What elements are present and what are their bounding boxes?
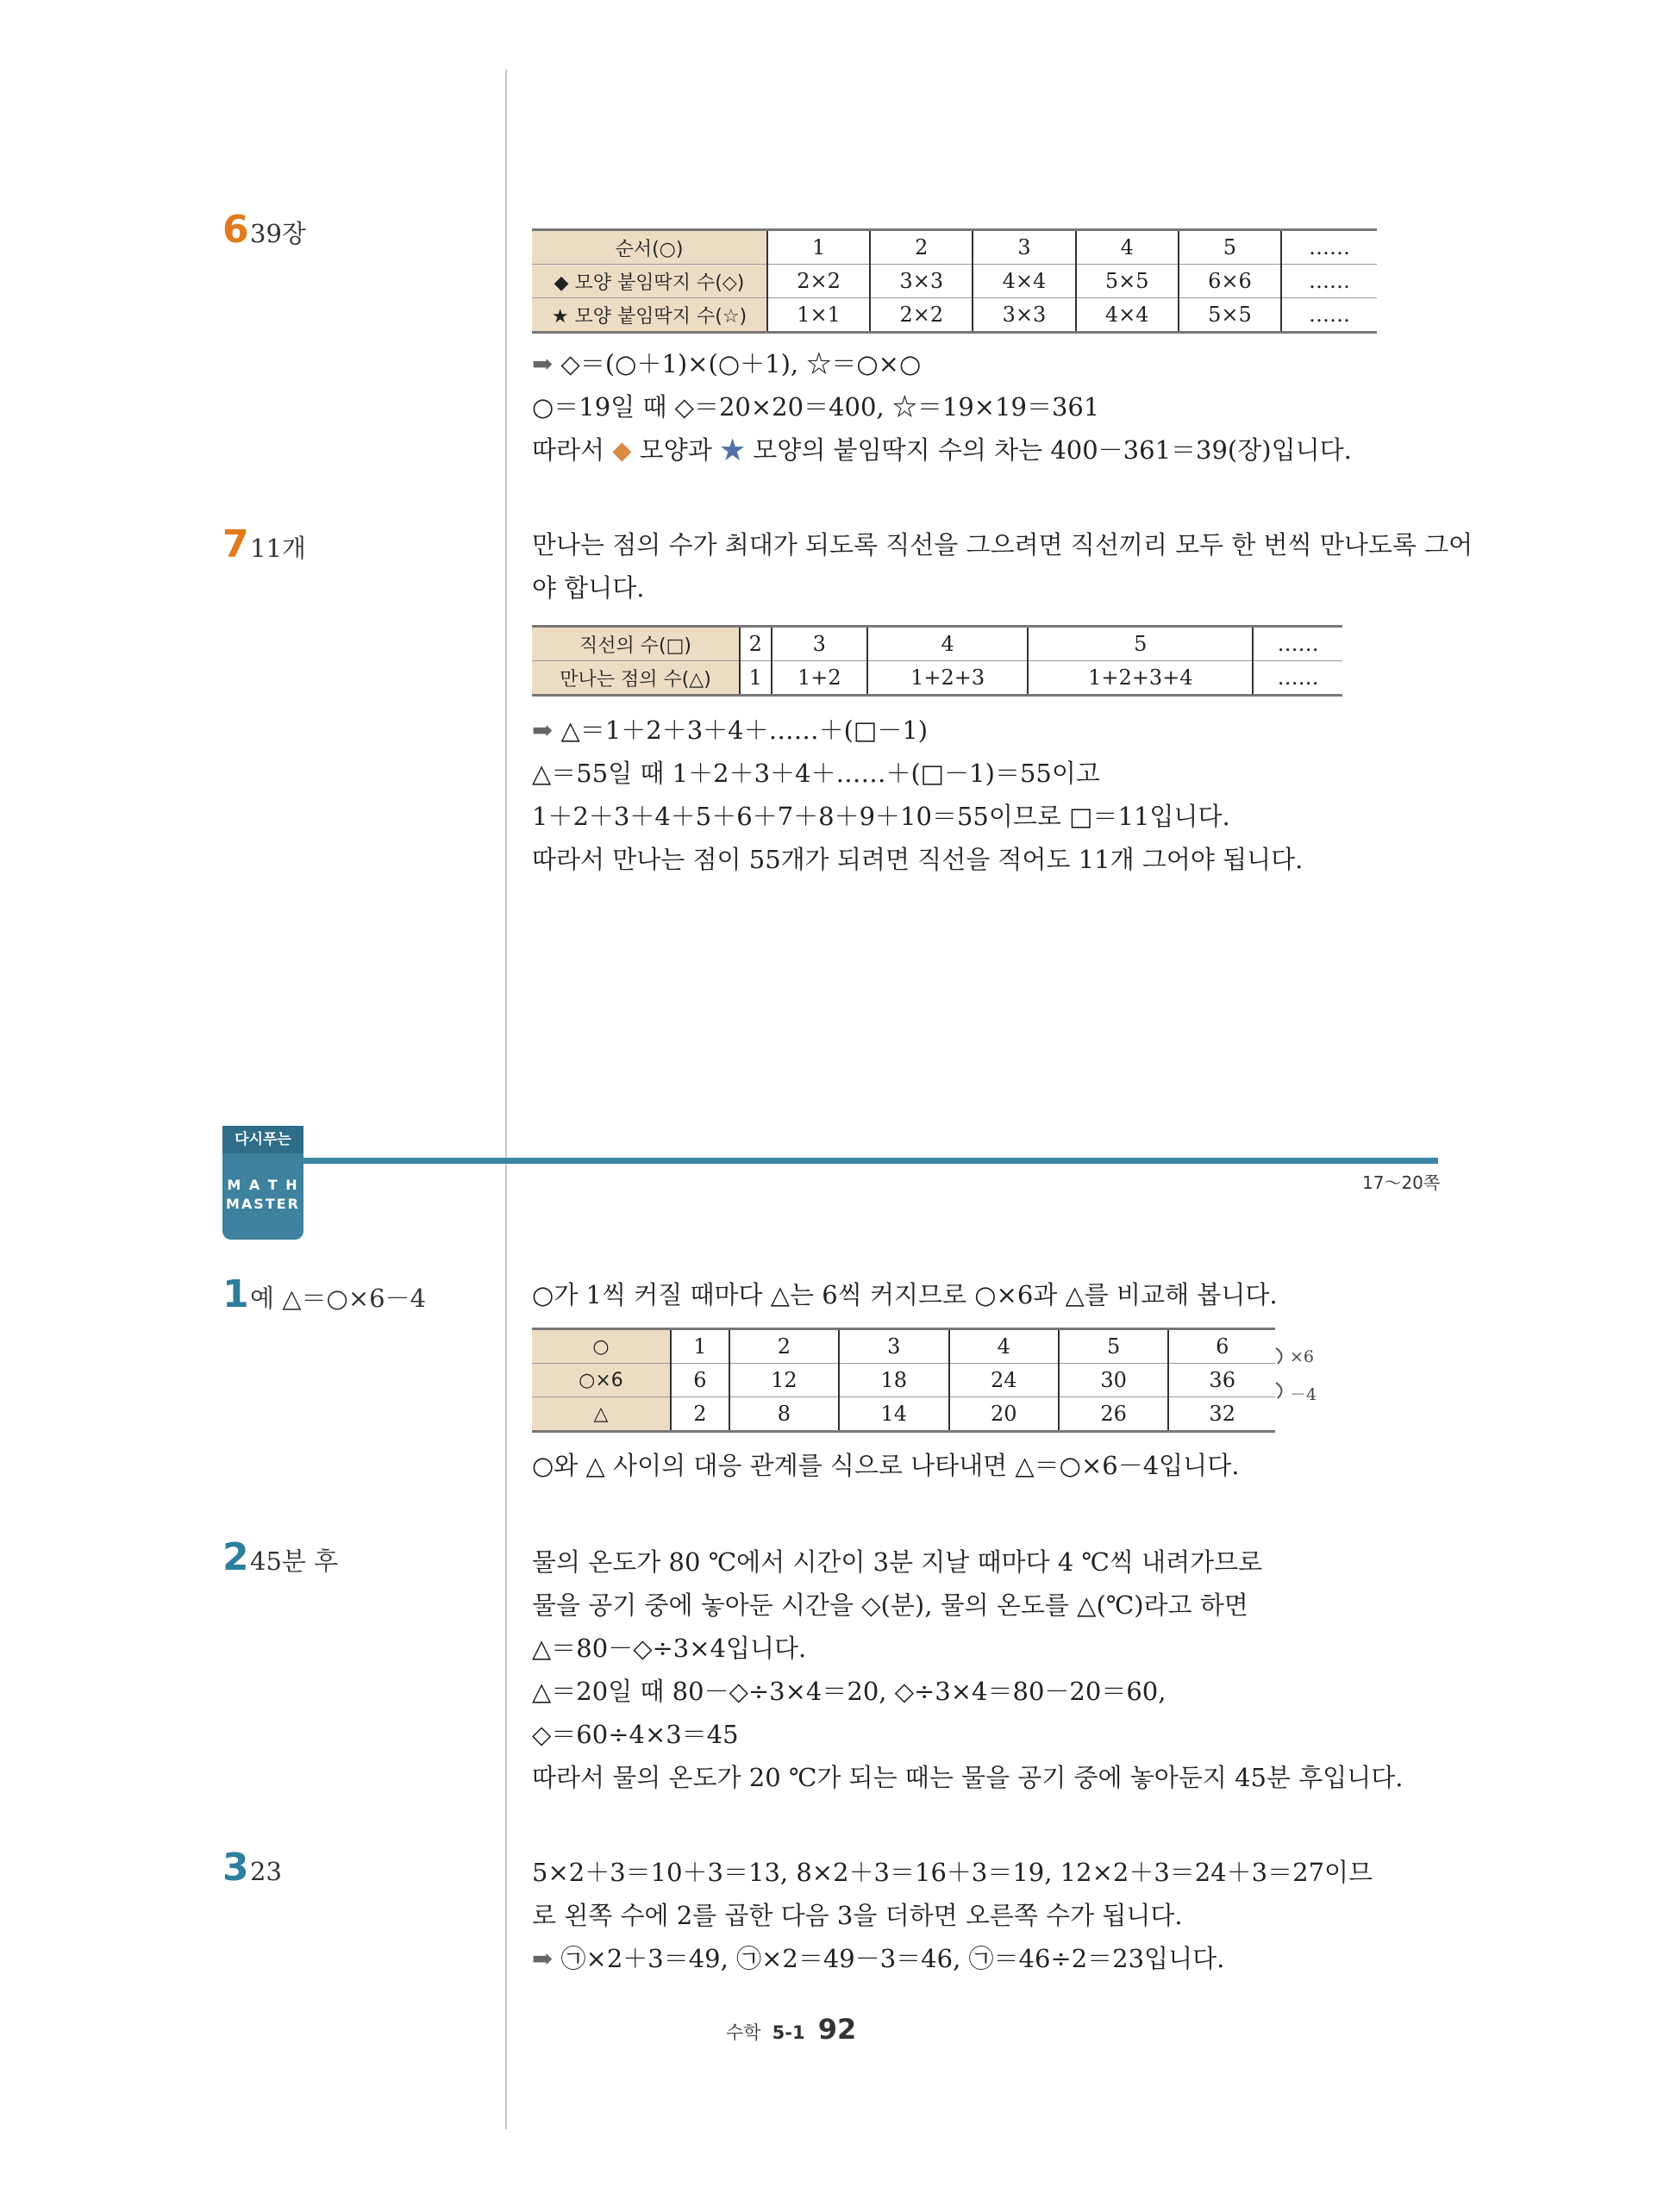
table-cell: 12 (729, 1364, 839, 1397)
answer-m3: 23 (250, 1857, 282, 1886)
multiply-note: ×6 (1290, 1347, 1315, 1366)
solution-line: 따라서 만나는 점이 55개가 되려면 직선을 적어도 11개 그어야 됩니다. (532, 845, 1304, 874)
table-cell: 14 (839, 1397, 948, 1432)
solution-line: 물의 온도가 80 ℃에서 시간이 3분 지날 때마다 4 ℃씩 내려가므로 (532, 1547, 1263, 1577)
table-cell: 26 (1059, 1397, 1168, 1432)
badge-text: M A T H MASTER (226, 1177, 300, 1212)
table-cell: 30 (1059, 1364, 1168, 1397)
solution-line: △＝55일 때 1＋2＋3＋4＋……＋(□－1)＝55이고 (532, 759, 1100, 788)
solution-line: ◇＝60÷4×3＝45 (532, 1720, 739, 1749)
table-cell: 4 (949, 1329, 1059, 1364)
table-header-cell: ○×6 (532, 1364, 671, 1397)
solution-line: 따라서 물의 온도가 20 ℃가 되는 때는 물을 공기 중에 놓아둔지 45분 후입니다. (532, 1763, 1404, 1792)
table-cell: 2 (740, 627, 772, 661)
solution-line: 5×2＋3＝10＋3＝13, 8×2＋3＝16＋3＝19, 12×2＋3＝24＋3＝27이므 (532, 1858, 1373, 1887)
table-cell: 1+2+3 (867, 661, 1028, 696)
table-cell: 3 (772, 627, 867, 661)
table-cell: 1 (671, 1329, 729, 1364)
footer-subject: 수학 (726, 2022, 761, 2043)
correspondence-table (532, 1328, 1275, 1433)
page-number: 92 (817, 2013, 857, 2046)
intro-line: 만나는 점의 수가 최대가 되도록 직선을 그으려면 직선끼리 모두 한 번씩 만나도록 그어 (532, 530, 1473, 559)
sticker-table (532, 228, 1377, 334)
table-cell: 5×5 (1179, 298, 1281, 333)
star-icon: ★ (720, 435, 746, 465)
solution-line: ➡ ㉠×2＋3＝49, ㉠×2＝49－3＝46, ㉠＝46÷2＝23입니다. (532, 1944, 1225, 1973)
lines-points-table (532, 625, 1342, 697)
solution-line: 따라서 ◆ 모양과 ★ 모양의 붙임딱지 수의 차는 400－361＝39(장)입니다. (532, 435, 1352, 465)
column-divider (505, 69, 507, 2129)
solution-line: ➡ ◇＝(○＋1)×(○＋1), ☆＝○×○ (532, 349, 922, 378)
table-cell: 5 (1179, 230, 1281, 265)
solution-line: 1＋2＋3＋4＋5＋6＋7＋8＋9＋10＝55이므로 □＝11입니다. (532, 802, 1230, 831)
table-header-cell: ○ (532, 1329, 671, 1364)
subtract-note: －4 (1290, 1385, 1317, 1404)
badge-title: 다시푸는 (222, 1126, 303, 1153)
table-cell: 8 (729, 1397, 839, 1432)
table-cell: 4×4 (973, 265, 1075, 298)
table-cell: 3×3 (973, 298, 1075, 333)
table-cell: 3×3 (870, 265, 973, 298)
table-header-cell: 만나는 점의 수(△) (532, 661, 740, 696)
table-cell: 5×5 (1076, 265, 1179, 298)
table-cell: 24 (949, 1364, 1059, 1397)
arrow-icon: ➡ (532, 349, 554, 378)
answer-m2: 45분 후 (250, 1547, 339, 1576)
table-cell: 4 (1076, 230, 1179, 265)
page-footer (726, 2013, 856, 2046)
question-number-7: 7 (222, 522, 249, 566)
table-header-cell: ★ 모양 붙임딱지 수(☆) (532, 298, 767, 333)
table-cell: …… (1309, 303, 1350, 327)
table-header-cell: 순서(○) (532, 230, 767, 265)
table-cell: 1 (767, 230, 870, 265)
section-bar (222, 1158, 1438, 1164)
table-cell: 20 (949, 1397, 1059, 1432)
table-cell: 6 (1216, 1334, 1229, 1359)
table-cell: …… (1277, 665, 1319, 690)
table-cell: 2×2 (870, 298, 973, 333)
intro-line: ○가 1씩 커질 때마다 △는 6씩 커지므로 ○×6과 △를 비교해 봅니다. (532, 1280, 1278, 1309)
footer-grade: 5-1 (772, 2022, 805, 2043)
table-cell: …… (1309, 235, 1350, 259)
table-cell: 3 (839, 1329, 948, 1364)
arrow-icon: ➡ (532, 715, 554, 745)
table-cell: …… (1309, 269, 1350, 293)
table-cell: 1 (740, 661, 772, 696)
solution-line: ○＝19일 때 ◇＝20×20＝400, ☆＝19×19＝361 (532, 392, 1100, 422)
table-cell: 2 (671, 1397, 729, 1432)
arrow-icon: ➡ (532, 1944, 554, 1973)
table-cell: 4×4 (1076, 298, 1179, 333)
table-cell: 36 (1209, 1368, 1235, 1392)
table-cell: 2 (870, 230, 973, 265)
table-cell: 32 (1209, 1402, 1235, 1426)
diamond-icon: ◆ (612, 435, 632, 465)
intro-line: 야 합니다. (532, 573, 645, 603)
table-cell: 2×2 (767, 265, 870, 298)
table-cell: 1+2+3+4 (1028, 661, 1253, 696)
table-cell: 18 (839, 1364, 948, 1397)
table-cell: 3 (973, 230, 1075, 265)
table-cell: 6 (671, 1364, 729, 1397)
table-cell: 5 (1028, 627, 1253, 661)
table-cell: …… (1277, 632, 1319, 656)
table-header-cell: △ (532, 1397, 671, 1432)
solution-line: ○와 △ 사이의 대응 관계를 식으로 나타내면 △＝○×6－4입니다. (532, 1451, 1240, 1480)
question-number-6: 6 (222, 208, 249, 252)
answer-6: 39장 (250, 219, 306, 248)
table-cell: 6×6 (1179, 265, 1281, 298)
math-master-badge (222, 1126, 303, 1240)
table-header-cell: ◆ 모양 붙임딱지 수(◇) (532, 265, 767, 298)
table-cell: 5 (1059, 1329, 1168, 1364)
table-cell: 1×1 (767, 298, 870, 333)
solution-line: 로 왼쪽 수에 2를 곱한 다음 3을 더하면 오른쪽 수가 됩니다. (532, 1901, 1183, 1930)
solution-line: ➡ △＝1＋2＋3＋4＋……＋(□－1) (532, 715, 929, 745)
table-header-cell: 직선의 수(□) (532, 627, 740, 661)
page-range: 17～20쪽 (1362, 1172, 1441, 1193)
answer-7: 11개 (250, 534, 306, 563)
table-cell: 4 (867, 627, 1028, 661)
question-number-m2: 2 (222, 1535, 249, 1579)
question-number-m3: 3 (222, 1846, 249, 1890)
question-number-m1: 1 (222, 1272, 249, 1316)
solution-line: 물을 공기 중에 놓아둔 시간을 ◇(분), 물의 온도를 △(℃)라고 하면 (532, 1590, 1248, 1620)
solution-line: △＝80－◇÷3×4입니다. (532, 1634, 807, 1663)
bracket-arrows-icon (1274, 1345, 1292, 1405)
answer-m1: 예 △＝○×6－4 (250, 1284, 427, 1313)
table-cell: 1+2 (772, 661, 867, 696)
table-cell: 2 (729, 1329, 839, 1364)
solution-line: △＝20일 때 80－◇÷3×4＝20, ◇÷3×4＝80－20＝60, (532, 1677, 1166, 1706)
